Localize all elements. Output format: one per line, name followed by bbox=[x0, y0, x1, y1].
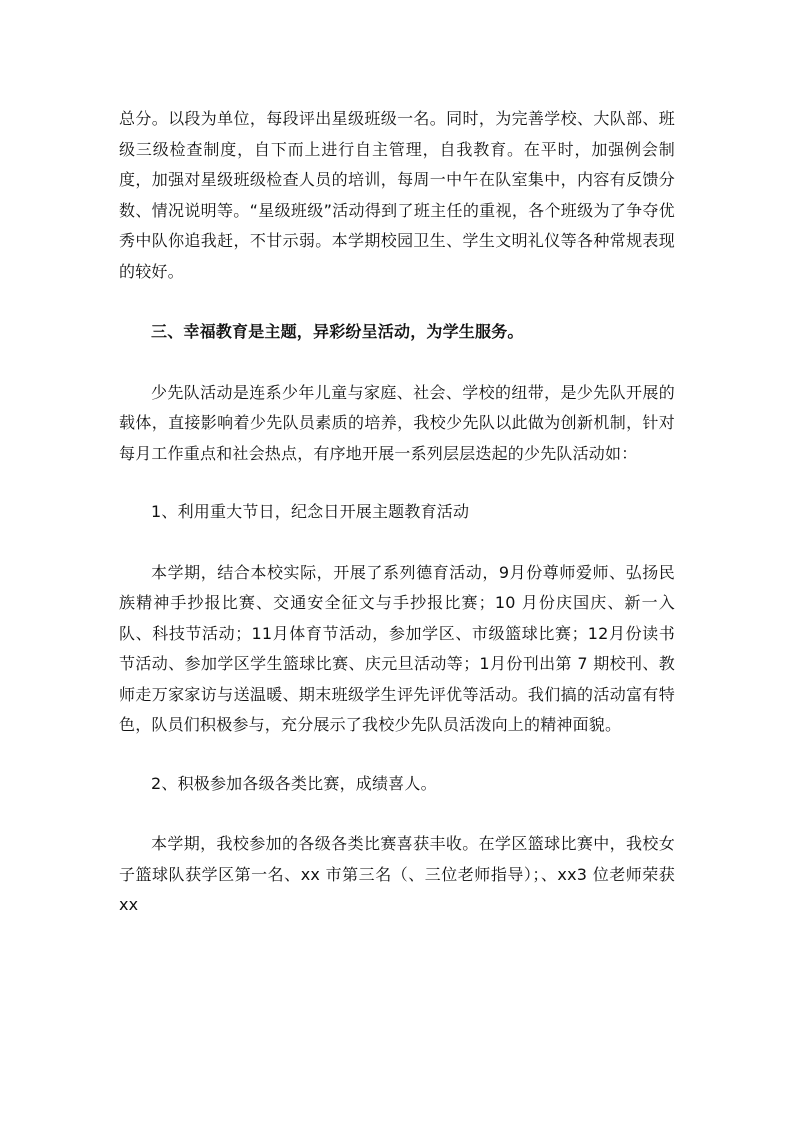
paragraph-star-class-summary: 总分。以段为单位，每段评出星级班级一名。同时，为完善学校、大队部、班级三级检查制度，自下而上进行自主管理，自我教育。在平时，加强例会制度，加强对星级班级检查人员的培训，每周一中午在队室集中，内容有反馈分数、情况说明等。“星级班级”活动得到了班主任的重视，各个班级为了争夺优秀中队你追我赶，不甘示弱。本学期校园卫生、学生文明礼仪等各种常规表现的较好。 bbox=[119, 109, 675, 281]
document-body bbox=[119, 104, 675, 921]
subheading-festival-education: 1、利用重大节日，纪念日开展主题教育活动 bbox=[151, 502, 470, 521]
section-heading-happiness-education: 三、幸福教育是主题，异彩纷呈活动，为学生服务。 bbox=[151, 322, 524, 341]
paragraph-competition-results: 本学期，我校参加的各级各类比赛喜获丰收。在学区篮球比赛中，我校女子篮球队获学区第一名、xx 市第三名（、三位老师指导）；、xx3 位老师荣获 xx bbox=[119, 834, 675, 914]
paragraph-young-pioneers-activities: 少先队活动是连系少年儿童与家庭、社会、学校的纽带，是少先队开展的载体，直接影响着少先队员素质的培养，我校少先队以此做为创新机制，针对每月工作重点和社会热点，有序地开展一系列层层迭起的少先队活动如： bbox=[119, 382, 675, 463]
subheading-competitions: 2、积极参加各级各类比赛，成绩喜人。 bbox=[151, 773, 437, 793]
paragraph-moral-activities: 本学期，结合本校实际，开展了系列德育活动，9月份尊师爱师、弘扬民族精神手抄报比赛、交通安全征文与手抄报比赛；10 月份庆国庆、新一入队、科技节活动；11月体育节活动，参加学区、市级篮球比赛；12月份读书节活动、参加学区学生篮球比赛、庆元旦活动等；1月份刊出第 7 期校刊、教师走万家家访与送温暖、期末班级学生评先评优等活动。我们搞的活动富有特色，队员们积极参与，充分展示了我校少先队员活泼向上的精神面貌。 bbox=[119, 562, 675, 734]
